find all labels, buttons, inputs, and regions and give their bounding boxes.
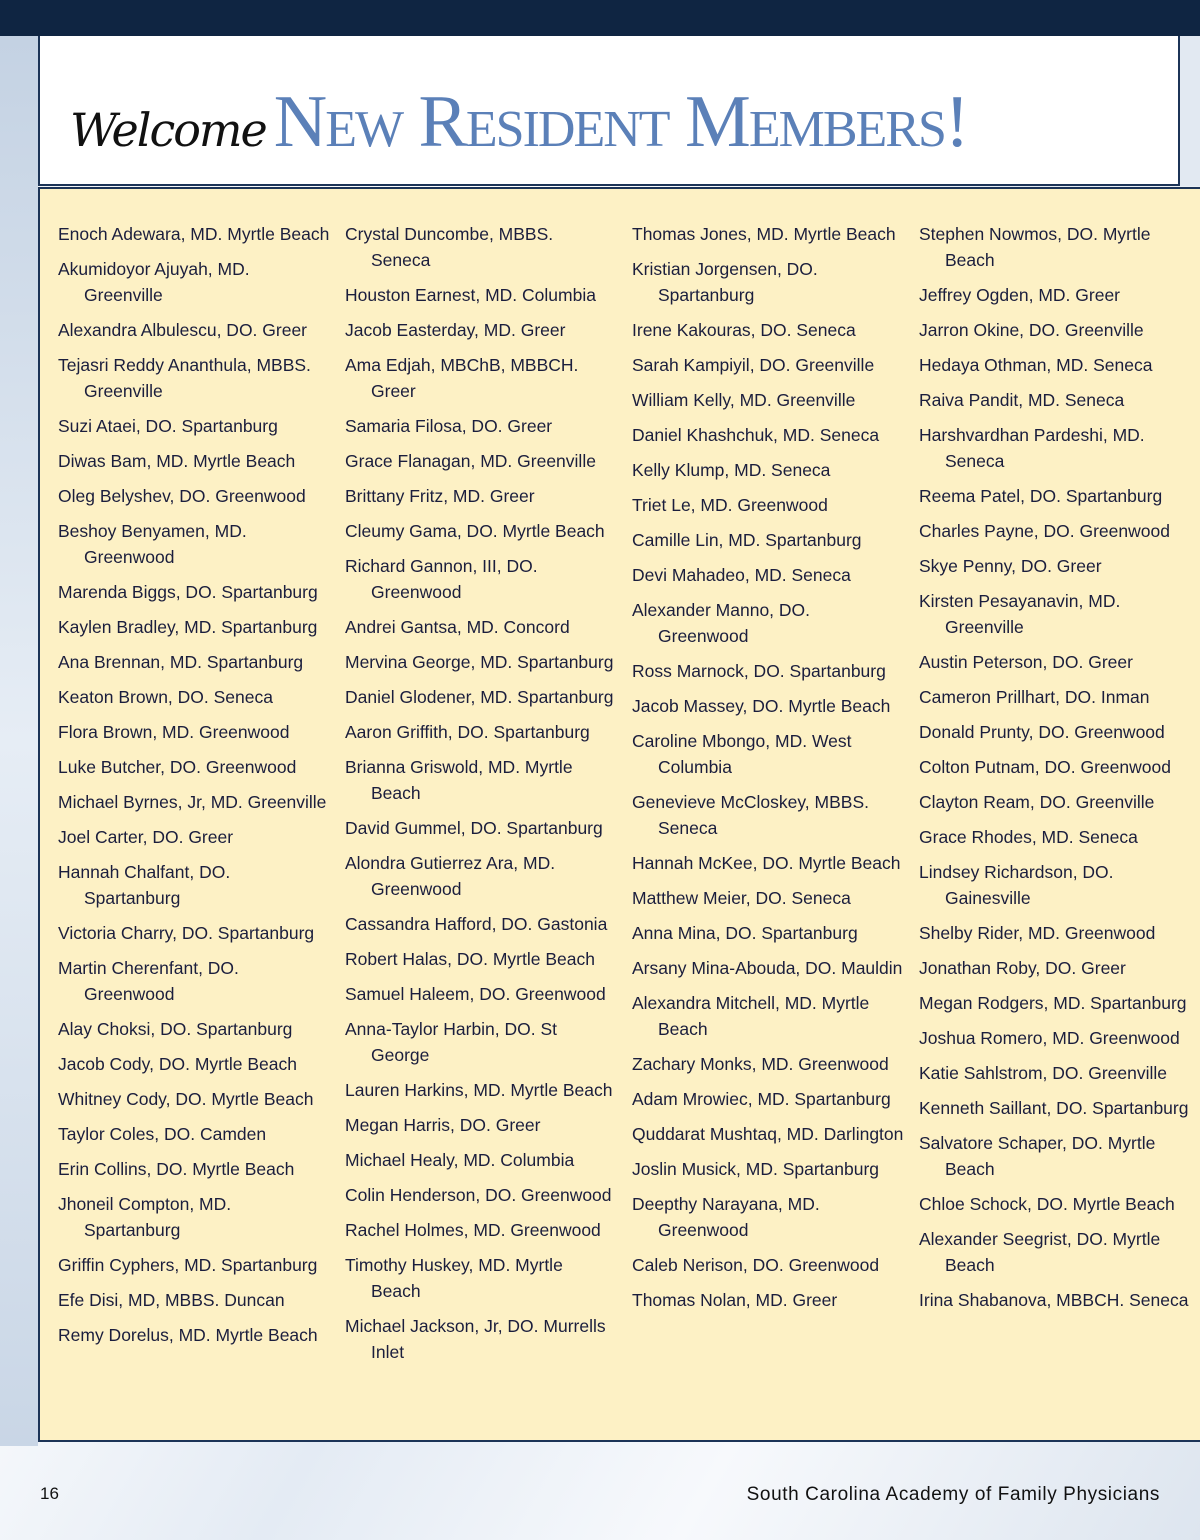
member-entry: Quddarat Mushtaq, MD. Darlington	[632, 1124, 904, 1144]
member-entry: Aaron Griffith, DO. Spartanburg	[345, 722, 590, 742]
member-entry: Megan Rodgers, MD. Spartanburg	[919, 993, 1187, 1013]
member-entry: Cleumy Gama, DO. Myrtle Beach	[345, 521, 605, 541]
member-entry: Anna-Taylor Harbin, DO. St George	[345, 1019, 558, 1065]
member-entry: Charles Payne, DO. Greenwood	[919, 521, 1170, 541]
members-panel	[38, 187, 1200, 1442]
member-entry: Oleg Belyshev, DO. Greenwood	[58, 486, 306, 506]
member-entry: Joel Carter, DO. Greer	[58, 827, 234, 847]
member-entry: Thomas Nolan, MD. Greer	[632, 1290, 838, 1310]
member-entry: Chloe Schock, DO. Myrtle Beach	[919, 1194, 1175, 1214]
member-entry: Jonathan Roby, DO. Greer	[919, 958, 1126, 978]
member-entry: Andrei Gantsa, MD. Concord	[345, 617, 570, 637]
member-entry: Adam Mrowiec, MD. Spartanburg	[632, 1089, 891, 1109]
member-entry: Whitney Cody, DO. Myrtle Beach	[58, 1089, 314, 1109]
member-entry: Griffin Cyphers, MD. Spartanburg	[58, 1255, 318, 1275]
member-entry: Grace Flanagan, MD. Greenville	[345, 451, 596, 471]
member-entry: Alexander Seegrist, DO. Myrtle Beach	[919, 1229, 1161, 1275]
member-entry: Clayton Ream, DO. Greenville	[919, 792, 1155, 812]
member-entry: Colton Putnam, DO. Greenwood	[919, 757, 1171, 777]
member-entry: Daniel Khashchuk, MD. Seneca	[632, 425, 880, 445]
member-entry: Devi Mahadeo, MD. Seneca	[632, 565, 851, 585]
member-entry: Anna Mina, DO. Spartanburg	[632, 923, 858, 943]
member-entry: Salvatore Schaper, DO. Myrtle Beach	[919, 1133, 1156, 1179]
members-column-3	[632, 221, 904, 1322]
member-entry: Joslin Musick, MD. Spartanburg	[632, 1159, 880, 1179]
member-entry: Michael Healy, MD. Columbia	[345, 1150, 575, 1170]
member-entry: Alexandra Mitchell, MD. Myrtle Beach	[632, 993, 870, 1039]
member-entry: Alexandra Albulescu, DO. Greer	[58, 320, 308, 340]
member-entry: Raiva Pandit, MD. Seneca	[919, 390, 1125, 410]
member-entry: Erin Collins, DO. Myrtle Beach	[58, 1159, 295, 1179]
member-entry: Colin Henderson, DO. Greenwood	[345, 1185, 612, 1205]
member-entry: Luke Butcher, DO. Greenwood	[58, 757, 297, 777]
member-entry: Shelby Rider, MD. Greenwood	[919, 923, 1156, 943]
member-entry: Martin Cherenfant, DO. Greenwood	[58, 958, 239, 1004]
member-entry: Jhoneil Compton, MD. Spartanburg	[58, 1194, 232, 1240]
member-entry: Katie Sahlstrom, DO. Greenville	[919, 1063, 1168, 1083]
page-number: 16	[40, 1484, 59, 1503]
member-entry: Kaylen Bradley, MD. Spartanburg	[58, 617, 318, 637]
member-entry: Marenda Biggs, DO. Spartanburg	[58, 582, 318, 602]
member-entry: William Kelly, MD. Greenville	[632, 390, 856, 410]
member-entry: Tejasri Reddy Ananthula, MBBS. Greenville	[58, 355, 311, 401]
members-column-1	[58, 221, 330, 1357]
member-entry: Jarron Okine, DO. Greenville	[919, 320, 1144, 340]
member-entry: Ana Brennan, MD. Spartanburg	[58, 652, 304, 672]
member-entry: Flora Brown, MD. Greenwood	[58, 722, 290, 742]
member-entry: Brianna Griswold, MD. Myrtle Beach	[345, 757, 573, 803]
member-entry: Jacob Easterday, MD. Greer	[345, 320, 566, 340]
page-title	[70, 80, 968, 165]
header-box	[38, 36, 1180, 186]
member-entry: Jacob Massey, DO. Myrtle Beach	[632, 696, 891, 716]
member-entry: Kristian Jorgensen, DO. Spartanburg	[632, 259, 818, 305]
welcome-text: Welcome	[70, 103, 266, 157]
member-entry: Timothy Huskey, MD. Myrtle Beach	[345, 1255, 563, 1301]
member-entry: Taylor Coles, DO. Camden	[58, 1124, 267, 1144]
member-entry: Grace Rhodes, MD. Seneca	[919, 827, 1138, 847]
member-entry: Crystal Duncombe, MBBS. Seneca	[345, 224, 554, 270]
right-accent-band	[1180, 36, 1200, 186]
member-entry: Stephen Nowmos, DO. Myrtle Beach	[919, 224, 1151, 270]
organization-name: South Carolina Academy of Family Physicians	[746, 1484, 1160, 1505]
member-entry: Hannah Chalfant, DO. Spartanburg	[58, 862, 231, 908]
member-entry: Arsany Mina-Abouda, DO. Mauldin	[632, 958, 903, 978]
member-entry: Enoch Adewara, MD. Myrtle Beach	[58, 224, 330, 244]
member-entry: Suzi Ataei, DO. Spartanburg	[58, 416, 278, 436]
member-entry: Caleb Nerison, DO. Greenwood	[632, 1255, 880, 1275]
member-entry: Skye Penny, DO. Greer	[919, 556, 1102, 576]
member-entry: Alexander Manno, DO. Greenwood	[632, 600, 811, 646]
member-entry: Thomas Jones, MD. Myrtle Beach	[632, 224, 896, 244]
member-entry: Hannah McKee, DO. Myrtle Beach	[632, 853, 901, 873]
member-entry: Lindsey Richardson, DO. Gainesville	[919, 862, 1114, 908]
member-entry: Mervina George, MD. Spartanburg	[345, 652, 614, 672]
member-entry: Diwas Bam, MD. Myrtle Beach	[58, 451, 296, 471]
member-entry: Irene Kakouras, DO. Seneca	[632, 320, 856, 340]
member-entry: Megan Harris, DO. Greer	[345, 1115, 541, 1135]
member-entry: Michael Byrnes, Jr, MD. Greenville	[58, 792, 327, 812]
member-entry: Kelly Klump, MD. Seneca	[632, 460, 831, 480]
member-entry: Houston Earnest, MD. Columbia	[345, 285, 596, 305]
member-entry: Lauren Harkins, MD. Myrtle Beach	[345, 1080, 613, 1100]
member-entry: Jacob Cody, DO. Myrtle Beach	[58, 1054, 297, 1074]
members-column-2	[345, 221, 617, 1374]
member-entry: Efe Disi, MD, MBBS. Duncan	[58, 1290, 285, 1310]
member-entry: David Gummel, DO. Spartanburg	[345, 818, 603, 838]
member-entry: Samuel Haleem, DO. Greenwood	[345, 984, 606, 1004]
member-entry: Matthew Meier, DO. Seneca	[632, 888, 851, 908]
member-entry: Harshvardhan Pardeshi, MD. Seneca	[919, 425, 1145, 471]
member-entry: Genevieve McCloskey, MBBS. Seneca	[632, 792, 869, 838]
member-entry: Reema Patel, DO. Spartanburg	[919, 486, 1163, 506]
member-entry: Richard Gannon, III, DO. Greenwood	[345, 556, 538, 602]
member-entry: Daniel Glodener, MD. Spartanburg	[345, 687, 614, 707]
member-entry: Cassandra Hafford, DO. Gastonia	[345, 914, 608, 934]
member-entry: Keaton Brown, DO. Seneca	[58, 687, 273, 707]
member-entry: Kenneth Saillant, DO. Spartanburg	[919, 1098, 1189, 1118]
member-entry: Beshoy Benyamen, MD. Greenwood	[58, 521, 247, 567]
member-entry: Caroline Mbongo, MD. West Columbia	[632, 731, 852, 777]
member-entry: Alay Choksi, DO. Spartanburg	[58, 1019, 293, 1039]
member-entry: Alondra Gutierrez Ara, MD. Greenwood	[345, 853, 556, 899]
left-accent-band	[0, 36, 38, 1446]
member-entry: Triet Le, MD. Greenwood	[632, 495, 828, 515]
member-entry: Irina Shabanova, MBBCH. Seneca	[919, 1290, 1189, 1310]
member-entry: Michael Jackson, Jr, DO. Murrells Inlet	[345, 1316, 606, 1362]
member-entry: Kirsten Pesayanavin, MD. Greenville	[919, 591, 1121, 637]
member-entry: Robert Halas, DO. Myrtle Beach	[345, 949, 595, 969]
member-entry: Ross Marnock, DO. Spartanburg	[632, 661, 886, 681]
member-entry: Camille Lin, MD. Spartanburg	[632, 530, 862, 550]
member-entry: Victoria Charry, DO. Spartanburg	[58, 923, 315, 943]
member-entry: Joshua Romero, MD. Greenwood	[919, 1028, 1180, 1048]
member-entry: Brittany Fritz, MD. Greer	[345, 486, 535, 506]
member-entry: Samaria Filosa, DO. Greer	[345, 416, 553, 436]
member-entry: Ama Edjah, MBChB, MBBCH. Greer	[345, 355, 579, 401]
top-bar	[0, 0, 1200, 36]
member-entry: Akumidoyor Ajuyah, MD. Greenville	[58, 259, 250, 305]
member-entry: Hedaya Othman, MD. Seneca	[919, 355, 1153, 375]
member-entry: Remy Dorelus, MD. Myrtle Beach	[58, 1325, 318, 1345]
member-entry: Donald Prunty, DO. Greenwood	[919, 722, 1165, 742]
headline-text: New Resident Members!	[273, 81, 968, 163]
member-entry: Jeffrey Ogden, MD. Greer	[919, 285, 1121, 305]
member-entry: Deepthy Narayana, MD. Greenwood	[632, 1194, 820, 1240]
member-entry: Austin Peterson, DO. Greer	[919, 652, 1133, 672]
member-entry: Zachary Monks, MD. Greenwood	[632, 1054, 889, 1074]
member-entry: Sarah Kampiyil, DO. Greenville	[632, 355, 875, 375]
members-column-4	[919, 221, 1191, 1322]
member-entry: Rachel Holmes, MD. Greenwood	[345, 1220, 601, 1240]
member-entry: Cameron Prillhart, DO. Inman	[919, 687, 1150, 707]
